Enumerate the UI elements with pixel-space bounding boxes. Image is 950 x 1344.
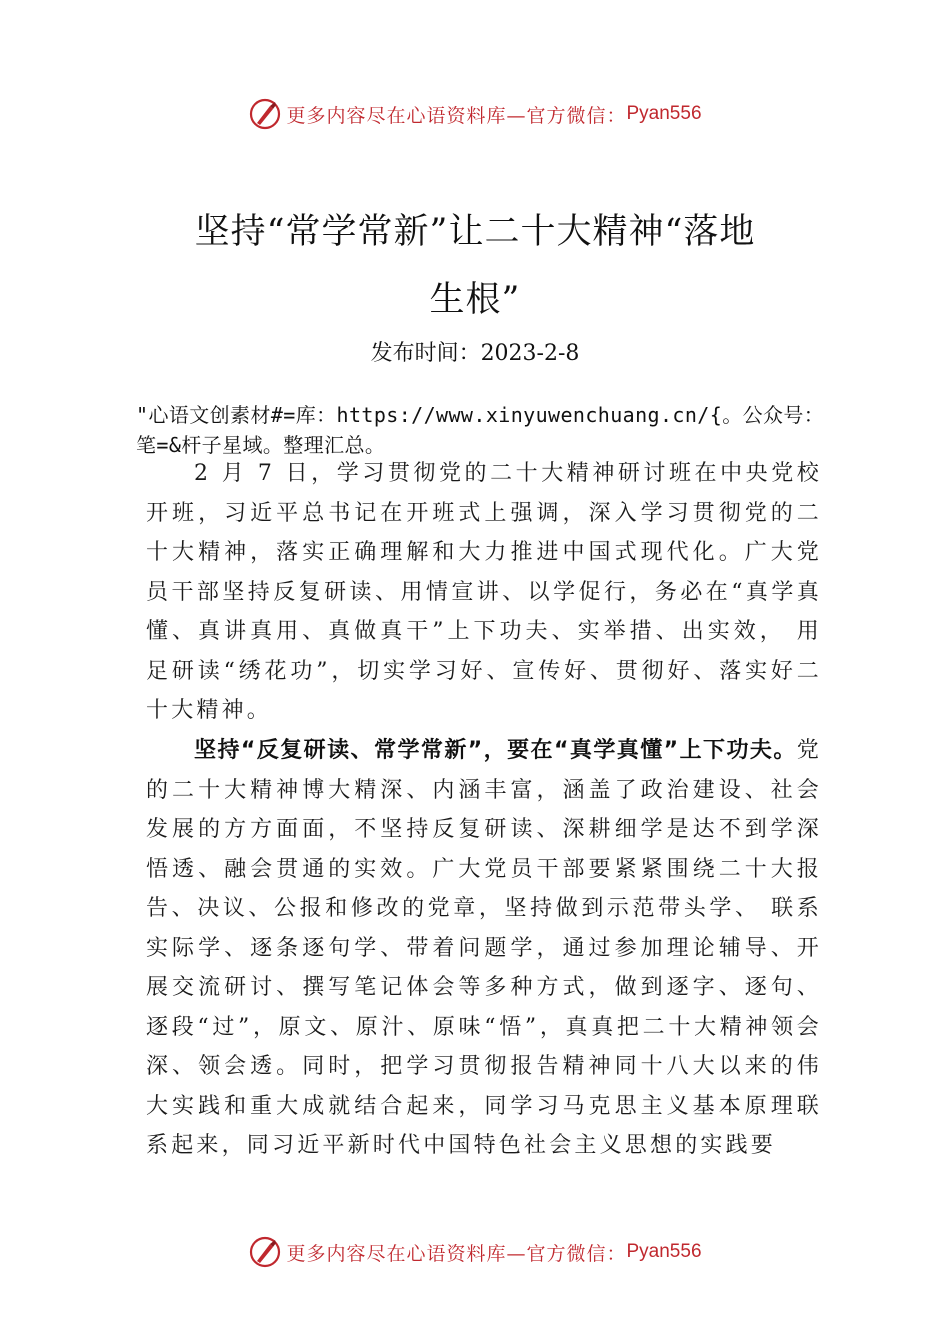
watermark-banner-top (0, 94, 950, 134)
article-title-line-1: 坚持“常学常新”让二十大精神“落地 (194, 212, 756, 252)
publish-date: 发布时间：2023-2-8 (370, 341, 580, 366)
watermark-banner-bottom (0, 1232, 950, 1272)
watermark-text: 更多内容尽在心语资料库—官方微信： (286, 1242, 627, 1265)
paragraph-2-body: 党的二十大精神博大精深、内涵丰富，涵盖了政治建设、社会发展的方方面面，不坚持反复研读、深耕细学是达不到学深悟透、融会贯通的实效。广大党员干部要紧紧围绕二十大报告、决议、公报和修改的党章，坚持做到示范带头学、 联系实际学、逐条逐句学、带着问题学，通过参加理论辅导、开展交流研讨、撰写笔记体会等多种方式，做到逐字、逐句、逐段“过”，原文、原汁、原味“悟”，真真把二十大精神领会深、领会透。同时，把学习贯彻报告精神同十八大以来的伟大实践和重大成就结合起来，同学习马克思主义基本原理联系起来，同习近平新时代中国特色社会主义思想的实践要 (146, 738, 822, 1158)
watermark-id: Pyan556 (626, 103, 702, 124)
paragraph-2 (146, 731, 822, 1166)
paragraph-2-lead: 坚持“反复研读、常学常新”，要在“真学真懂”上下功夫。 (194, 738, 797, 763)
watermark-id: Pyan556 (626, 1241, 702, 1262)
quill-logo-icon (248, 1235, 282, 1269)
article-title-line-2: 生根” (429, 280, 521, 320)
source-note: "心语文创素材#=库：https://www.xinyuwenchuang.cn/{。公众号：笔=&杆子星域。整理汇总。 (136, 403, 825, 457)
watermark-text: 更多内容尽在心语资料库—官方微信： (286, 104, 627, 127)
quill-logo-icon (248, 97, 282, 131)
paragraph-1: 2 月 7 日，学习贯彻党的二十大精神研讨班在中央党校开班，习近平总书记在开班式上强调，深入学习贯彻党的二十大精神，落实正确理解和大力推进中国式现代化。广大党员干部坚持反复研读、用情宣讲、以学促行，务必在“真学真懂、真讲真用、真做真干”上下功夫、实举措、出实效， 用足研读“绣花功”，切实学习好、宣传好、贯彻好、落实好二十大精神。 (146, 461, 822, 723)
